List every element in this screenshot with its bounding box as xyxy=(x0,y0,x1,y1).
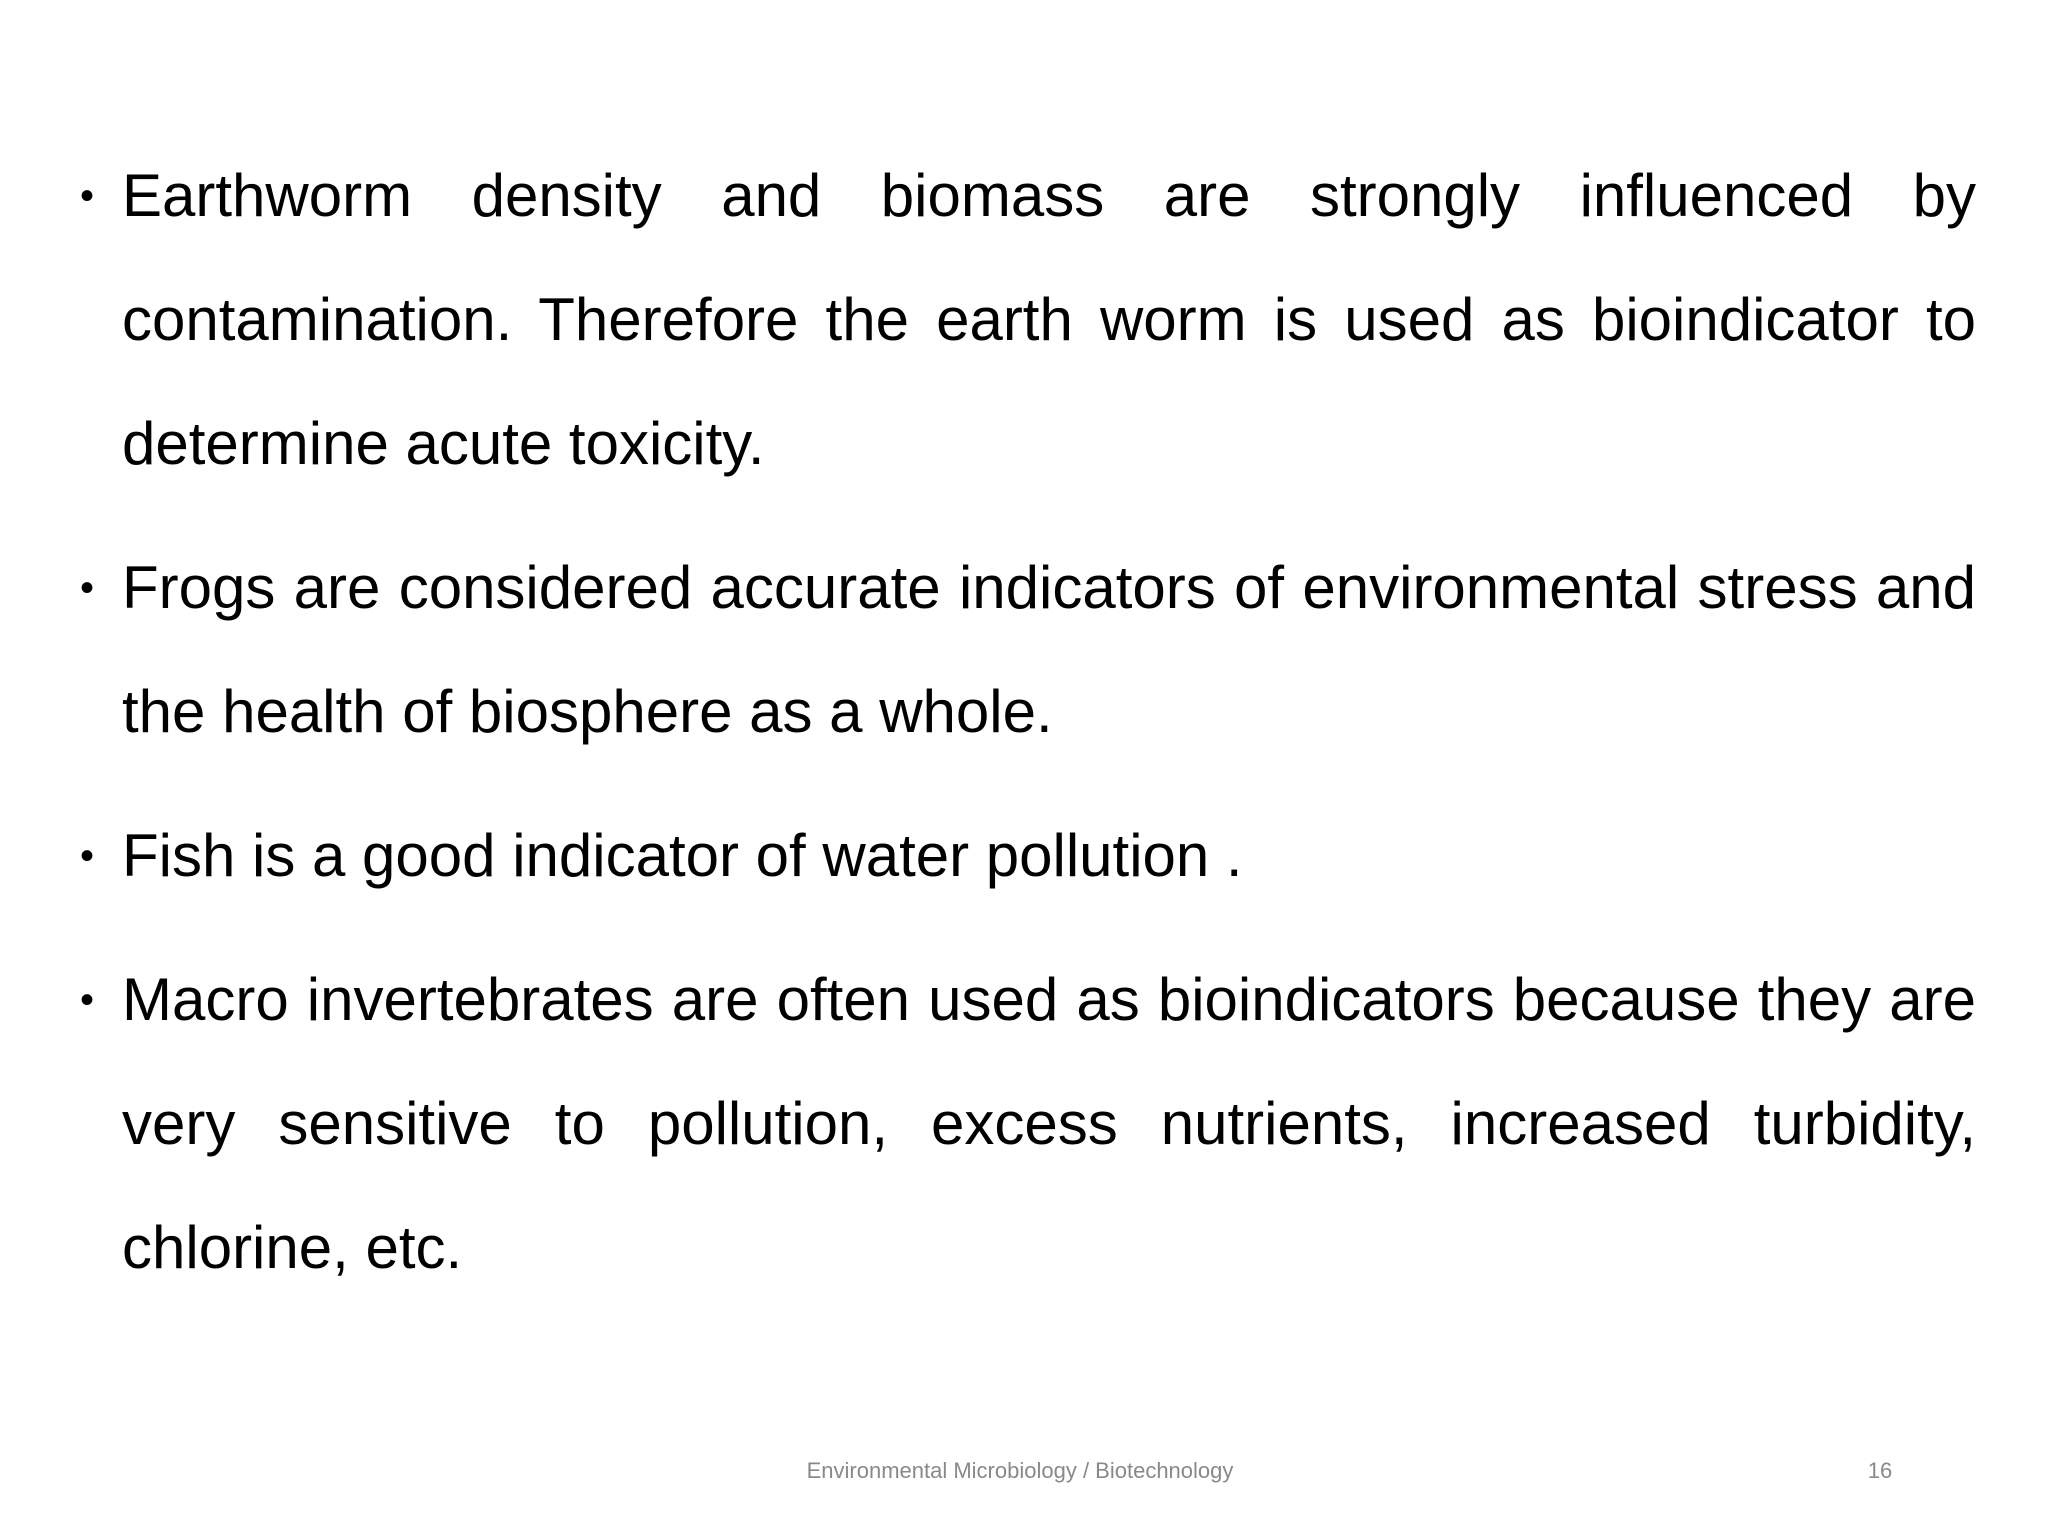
bullet-text-macro-invertebrates: Macro invertebrates are often used as bioindicators because they are very sensitive to pollution, excess nutrients, increased turbidity, chlorine, etc. xyxy=(122,966,1976,1281)
bullet-item-macro-invertebrates xyxy=(78,938,1976,1310)
bullet-text-frogs: Frogs are considered accurate indicators of environmental stress and the health of biosphere as a whole. xyxy=(122,554,1976,745)
bullet-text-fish: Fish is a good indicator of water pollution . xyxy=(122,822,1243,889)
bullet-icon: • xyxy=(80,978,95,1022)
bullet-list xyxy=(78,134,1976,1330)
bullet-icon: • xyxy=(80,174,95,218)
bullet-icon: • xyxy=(80,834,95,878)
bullet-item-frogs xyxy=(78,526,1976,774)
bullet-item-fish xyxy=(78,794,1976,918)
bullet-icon: • xyxy=(80,566,95,610)
page-number: 16 xyxy=(1867,1458,1893,1483)
bullet-text-earthworm: Earthworm density and biomass are strongly influenced by contamination. Therefore the earth worm is used as bioindicator to determine acute toxicity. xyxy=(122,162,1976,477)
bullet-item-earthworm xyxy=(78,134,1976,506)
footer-text: Environmental Microbiology / Biotechnology xyxy=(806,1458,1234,1483)
